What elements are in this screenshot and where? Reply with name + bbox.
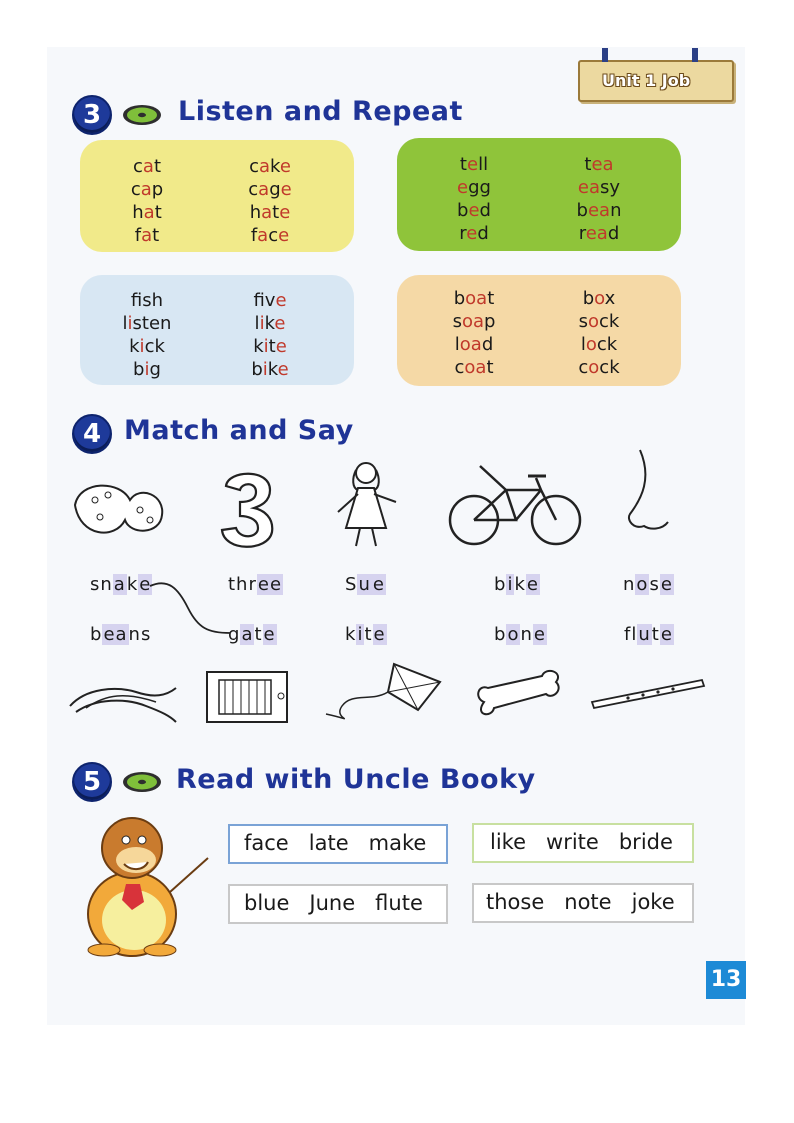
bone-picture: [472, 668, 566, 720]
page-number: 13: [706, 961, 746, 999]
word: big: [133, 359, 161, 380]
cd-icon: [122, 104, 162, 126]
match-word: bone: [494, 624, 546, 645]
beans-picture: [70, 475, 170, 545]
girl-picture: [330, 458, 402, 554]
word-box-text: those note joke: [486, 890, 675, 914]
word: cage: [248, 179, 292, 200]
word-box-text: face late make: [244, 831, 427, 855]
word-panel-yellow: [80, 140, 354, 252]
section-number-badge: 3: [72, 95, 112, 135]
word-box: [228, 824, 448, 864]
section-title: Read with Uncle Booky: [176, 764, 536, 795]
word: like: [254, 313, 286, 334]
unit-tag: [578, 60, 734, 102]
word: fsh: [130, 290, 164, 311]
word: tell: [459, 154, 489, 175]
match-word: gate: [228, 624, 276, 645]
match-word: nose: [623, 574, 673, 595]
match-word: beans: [90, 624, 152, 645]
word: kick: [129, 336, 165, 357]
word: cock: [578, 357, 620, 378]
word: cap: [130, 179, 164, 200]
word-box: [472, 883, 694, 923]
word-box-text: blue June flute: [244, 891, 423, 915]
match-word: kite: [345, 624, 386, 645]
word: sock: [578, 311, 620, 332]
bicycle-picture: [446, 460, 586, 550]
word: cat: [133, 156, 161, 177]
word-box: [472, 823, 694, 863]
word: lock: [580, 334, 618, 355]
word-box: [228, 884, 448, 924]
word: load: [454, 334, 494, 355]
match-word: snake: [90, 574, 152, 595]
word: bean: [576, 200, 622, 221]
section-number-badge: 4: [72, 414, 112, 454]
word: fve: [253, 290, 287, 311]
match-word: three: [228, 574, 283, 595]
flute-picture: [588, 674, 708, 710]
word: face: [250, 225, 290, 246]
word: read: [578, 223, 620, 244]
word-panel-blue: [80, 275, 354, 385]
word-panel-green: [397, 138, 681, 251]
word: listen: [122, 313, 172, 334]
word: fat: [134, 225, 160, 246]
word: cake: [249, 156, 291, 177]
kite-picture: [322, 662, 442, 726]
cd-icon: [122, 771, 162, 793]
word: egg: [457, 177, 491, 198]
number-three-picture: [218, 468, 278, 550]
word-box-text: like write bride: [490, 830, 673, 854]
uncle-booky-illustration: [74, 810, 210, 960]
word: kite: [253, 336, 287, 357]
word: hat: [132, 202, 162, 223]
unit-tag-label: Unit 1 Job: [602, 71, 691, 90]
word: boat: [453, 288, 495, 309]
section-number-badge: 5: [72, 762, 112, 802]
word: soap: [452, 311, 496, 332]
word: coat: [454, 357, 494, 378]
match-line: [148, 578, 232, 638]
section-title: Match and Say: [124, 415, 354, 446]
sign-post: [692, 48, 698, 62]
word: easy: [577, 177, 621, 198]
snake-picture: [66, 668, 180, 730]
word: bike: [251, 359, 289, 380]
match-word: flute: [624, 624, 673, 645]
gate-picture: [203, 668, 293, 726]
word: red: [459, 223, 489, 244]
word: box: [582, 288, 616, 309]
match-word: Su e: [345, 574, 385, 595]
section-title: Listen and Repeat: [178, 96, 463, 127]
word-panel-peach: [397, 275, 681, 386]
sign-post: [602, 48, 608, 62]
word: bed: [457, 200, 491, 221]
word: tea: [584, 154, 614, 175]
word: hate: [249, 202, 291, 223]
nose-picture: [622, 448, 674, 538]
match-word: bike: [494, 574, 539, 595]
